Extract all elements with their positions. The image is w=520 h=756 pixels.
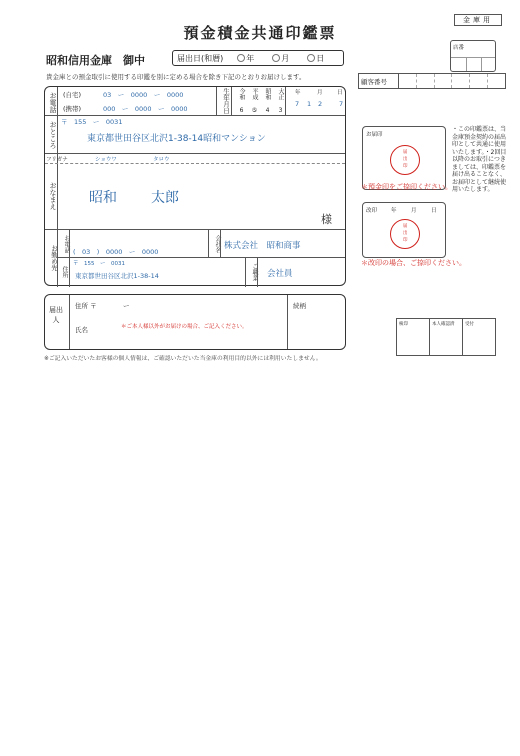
check-col-inspect: 検印 — [397, 319, 430, 355]
birth-digit[interactable]: 2 — [318, 100, 323, 108]
seal-box[interactable] — [362, 126, 446, 190]
radio-icon[interactable] — [307, 54, 315, 62]
era-reiwa[interactable]: 令和 6 — [238, 88, 245, 114]
birth-label: 生年月日 — [222, 88, 230, 114]
era-heisei[interactable]: 平成 ⑤ — [251, 88, 258, 114]
bank-use-label: 金庫用 — [454, 14, 502, 26]
era-taisho[interactable]: 大正 3 — [277, 88, 284, 114]
filer-address-dash[interactable]: ー — [123, 302, 130, 310]
birth-day-label: 日 — [337, 90, 343, 96]
work-phone-label: お電話 — [63, 235, 70, 253]
furigana-label: フリガナ — [46, 157, 68, 163]
change-seal-box[interactable] — [362, 202, 446, 258]
mobile-phone-label: (携帯) — [63, 105, 82, 113]
filer-address-label: 住所 〒 — [75, 302, 97, 310]
work-label: お勤め先 — [50, 245, 58, 271]
company-field[interactable]: 株式会社 昭和商事 — [224, 241, 301, 251]
customer-number-label: 顧客番号 — [359, 74, 399, 88]
filer-form — [44, 294, 346, 350]
given-name-field[interactable]: 太郎 — [151, 190, 179, 206]
birth-month-label: 月 — [317, 90, 323, 96]
change-year-label: 年 — [391, 208, 397, 214]
company-label: 会社名 — [214, 235, 221, 253]
branch-label: 店番 — [453, 45, 465, 51]
footnote: ※ご記入いただいたお客様の個人情報は、ご確認いただいた当金庫の利用目的以外には利用いたしません。 — [44, 356, 322, 362]
change-label: 改印 — [366, 208, 378, 214]
change-day-label: 日 — [431, 208, 437, 214]
birth-digit[interactable]: 7 — [295, 100, 300, 108]
home-phone-label: (自宅) — [63, 91, 82, 99]
name-label: おなまえ — [49, 182, 57, 210]
change-seal-text: 届出印 — [403, 224, 408, 243]
radio-icon[interactable] — [272, 54, 280, 62]
mobile-phone-field[interactable]: 000 ー 0000 ー 0000 — [103, 105, 188, 113]
seal-instruction: ＊預金印をご捺印ください。 — [361, 183, 452, 191]
filer-instruction: ＊ご本人様以外がお届けの場合、ご記入ください。 — [121, 324, 248, 330]
year-label: 年 — [246, 53, 255, 63]
month-label: 月 — [281, 53, 290, 63]
check-col-identity: 本人確認済 — [430, 319, 463, 355]
radio-icon[interactable] — [237, 54, 245, 62]
change-seal-instruction: ＊改印の場合、ご捺印ください。 — [361, 259, 466, 267]
branch-stamp-box[interactable] — [450, 40, 496, 72]
era-showa[interactable]: 昭和 4 — [264, 88, 271, 114]
phone-label: お電話 — [49, 91, 57, 113]
work-phone-field[interactable]: ( 03 ) 0000 ー 0000 — [73, 248, 159, 256]
change-month-label: 月 — [411, 208, 417, 214]
birth-digit[interactable]: 1 — [307, 100, 312, 108]
address-label: おところ — [49, 121, 57, 149]
date-label: 届出日(和暦) — [177, 53, 224, 63]
seal-stamp-icon — [390, 145, 420, 175]
birth-year-label: 年 — [295, 90, 301, 96]
seal-note: ・この印鑑票は、当金庫預金契約の届出印として共通に使用いたします。・2回目以降のお取引につきましては、印鑑票を届け出ることなく、お届印として継続使用いたします。 — [452, 126, 507, 193]
work-address-field[interactable]: 東京都世田谷区北沢1-38-14 — [75, 272, 159, 280]
address-field[interactable]: 東京都世田谷区北沢1-38-14昭和マンション — [87, 134, 266, 144]
notice-text: 貴金庫との預金取引に使用する印鑑を別に定める場合を除き下記のとおりお届けします。 — [46, 73, 306, 81]
check-col-received: 受付 — [465, 322, 474, 327]
honorific: 様 — [321, 213, 332, 226]
filer-name-label: 氏名 — [75, 326, 88, 334]
filer-label: 届出人 — [49, 306, 63, 324]
birth-digit[interactable]: 7 — [339, 100, 344, 108]
work-address-label: 住所 — [61, 266, 68, 278]
change-seal-stamp-icon — [390, 219, 420, 249]
family-name-field[interactable]: 昭和 — [89, 190, 117, 206]
occupation-field[interactable]: 会社員 — [267, 269, 293, 279]
page-title: 預金積金共通印鑑票 — [183, 24, 337, 42]
bank-name: 昭和信用金庫 御中 — [46, 54, 145, 67]
bank-check-box[interactable] — [396, 318, 496, 356]
customer-info-form — [44, 86, 346, 286]
seal-label: お届印 — [366, 132, 383, 138]
filing-date-box[interactable] — [172, 50, 344, 66]
home-phone-field[interactable]: 03 ー 0000 ー 0000 — [103, 91, 184, 99]
furigana-given-field[interactable]: タロウ — [153, 157, 170, 163]
work-zip-field[interactable]: 〒 155 ー 0031 — [73, 261, 125, 267]
customer-number-box[interactable] — [358, 73, 506, 89]
zip-field[interactable]: 〒 155 ー 0031 — [61, 118, 123, 126]
occupation-label: ご職業 — [251, 263, 258, 281]
day-label: 日 — [316, 53, 325, 63]
seal-text: 届出印 — [403, 150, 408, 169]
furigana-family-field[interactable]: ショウワ — [95, 157, 117, 163]
relation-label: 続柄 — [293, 302, 306, 310]
